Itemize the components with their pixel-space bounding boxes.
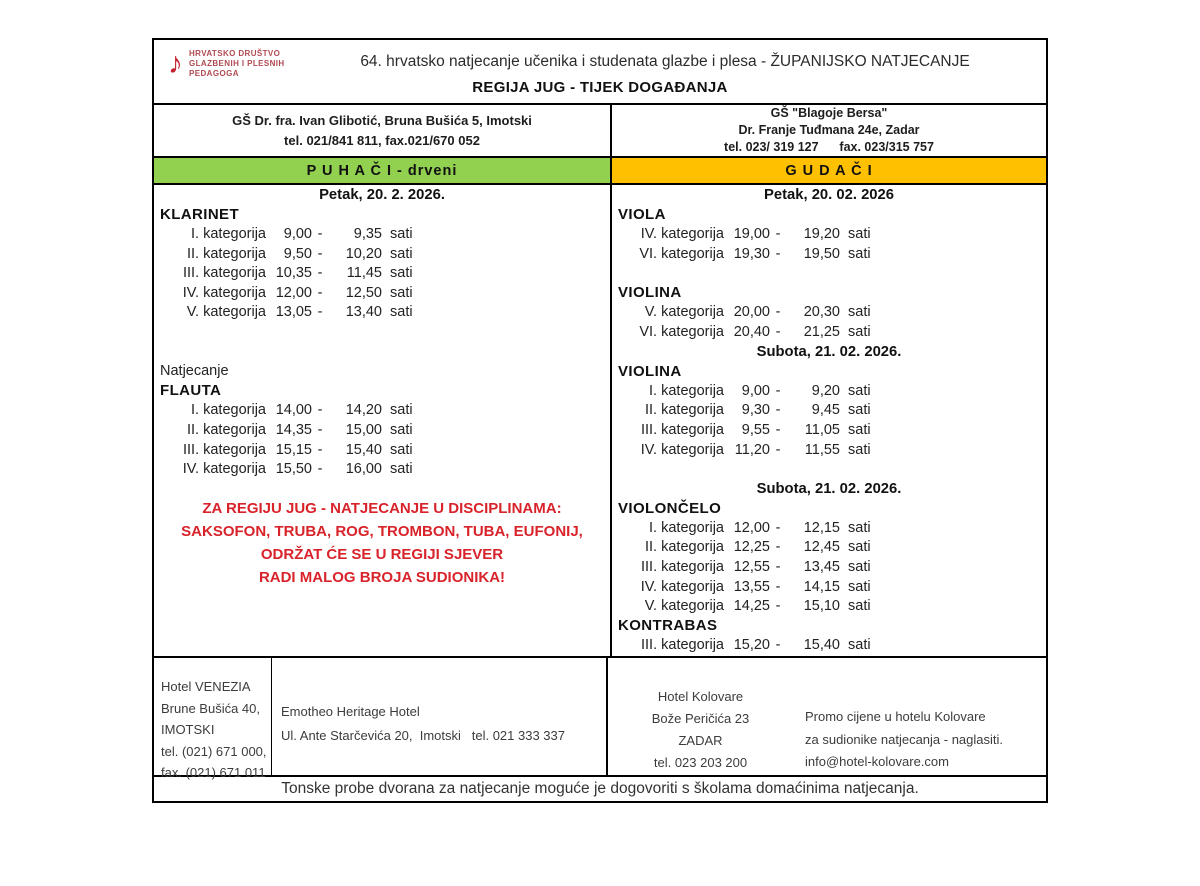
slot-t2: 9,20 — [811, 382, 840, 399]
page-subtitle: REGIJA JUG - TIJEK DOGAĐANJA — [472, 79, 728, 96]
slot-cat: I. kategorija — [191, 225, 266, 242]
slot-t1: 9,55 — [741, 421, 770, 438]
slot-dash: - — [775, 637, 781, 654]
slot-unit: sati — [848, 421, 871, 438]
schedule-instrument: KLARINET — [160, 205, 240, 223]
schedule-blank — [154, 342, 610, 362]
section-bands — [154, 158, 1046, 185]
slot-dash: - — [775, 304, 781, 321]
schedule-slot — [154, 440, 610, 460]
slot-t1: 15,15 — [275, 441, 312, 458]
text-line: Bože Peričića 23 — [651, 711, 750, 726]
slot-cat: I. kategorija — [649, 519, 724, 536]
slot-unit: sati — [390, 441, 413, 458]
slot-dash: - — [775, 323, 781, 340]
organization-logo — [168, 49, 285, 79]
slot-cat: II. kategorija — [187, 245, 266, 262]
footer-note: Tonske probe dvorana za natjecanje moguće je dogovoriti s školama domaćinima natjecanja. — [281, 780, 919, 797]
document-header — [154, 40, 1046, 105]
schedule-slot — [612, 636, 1046, 656]
slot-t1: 15,50 — [275, 461, 312, 478]
schedule-slot — [612, 224, 1046, 244]
slot-cat: IV. kategorija — [640, 441, 724, 458]
music-note-icon: ♪ — [168, 47, 183, 80]
slot-dash: - — [317, 461, 323, 478]
text-line: GŠ Dr. fra. Ivan Glibotić, Bruna Bušića 5, Imotski — [232, 112, 532, 128]
hotel-venezia-info — [154, 658, 272, 780]
slot-t1: 19,30 — [733, 245, 770, 262]
slot-t1: 9,00 — [283, 225, 312, 242]
schedule-slot — [154, 401, 610, 421]
slot-unit: sati — [848, 245, 871, 262]
text-line: Promo cijene u hotelu Kolovare — [805, 709, 986, 724]
text-line: SAKSOFON, TRUBA, ROG, TROMBON, TUBA, EUFONIJ, — [181, 522, 583, 540]
text-line: tel. 023/ 319 127 fax. 023/315 757 — [724, 140, 934, 154]
schedule-column-gudaci — [612, 185, 1046, 656]
venue-imotski — [154, 105, 612, 156]
schedule-date: Subota, 21. 02. 2026. — [756, 343, 902, 360]
slot-t2: 13,45 — [803, 559, 840, 576]
slot-unit: sati — [848, 402, 871, 419]
slot-cat: III. kategorija — [640, 559, 724, 576]
text-line: tel. (021) 671 000, — [161, 743, 267, 759]
slot-dash: - — [775, 382, 781, 399]
slot-cat: III. kategorija — [640, 637, 724, 654]
slot-cat: IV. kategorija — [640, 225, 724, 242]
hotel-kolovare-cell — [608, 658, 1046, 775]
schedule-slot — [612, 401, 1046, 421]
slot-dash: - — [775, 225, 781, 242]
slot-cat: V. kategorija — [644, 304, 724, 321]
slot-unit: sati — [390, 265, 413, 282]
slot-cat: III. kategorija — [182, 441, 266, 458]
schedule-slot — [612, 244, 1046, 264]
slot-unit: sati — [848, 225, 871, 242]
slot-dash: - — [317, 225, 323, 242]
slot-unit: sati — [390, 421, 413, 438]
slot-dash: - — [775, 519, 781, 536]
slot-t1: 13,05 — [275, 304, 312, 321]
slot-t2: 12,45 — [803, 539, 840, 556]
slot-dash: - — [775, 578, 781, 595]
slot-dash: - — [317, 265, 323, 282]
region-notice — [154, 497, 610, 589]
slot-dash: - — [317, 441, 323, 458]
text-line: PEDAGOGA — [189, 69, 239, 78]
slot-dash: - — [317, 304, 323, 321]
venue-zadar — [612, 105, 1046, 156]
schedule-column-puhaci — [154, 185, 612, 656]
slot-unit: sati — [848, 304, 871, 321]
schedule-slot — [154, 459, 610, 479]
slot-t2: 20,30 — [803, 304, 840, 321]
schedule-instrument: VIOLINA — [618, 362, 682, 380]
schedule-instrument: VIOLA — [618, 205, 666, 223]
slot-t2: 9,35 — [353, 225, 382, 242]
slot-t1: 10,35 — [275, 265, 312, 282]
slot-dash: - — [775, 441, 781, 458]
text-line: GLAZBENIH I PLESNIH — [189, 59, 285, 68]
schedule-slot — [612, 538, 1046, 558]
slot-t1: 11,20 — [734, 441, 770, 458]
slot-t2: 14,20 — [345, 402, 382, 419]
slot-dash: - — [775, 559, 781, 576]
slot-t1: 9,30 — [741, 402, 770, 419]
slot-t1: 14,00 — [275, 402, 312, 419]
slot-unit: sati — [848, 519, 871, 536]
slot-unit: sati — [848, 598, 871, 615]
schedule-date: Petak, 20. 02. 2026 — [764, 186, 894, 203]
hotel-kolovare-promo — [793, 658, 1046, 775]
schedule-slot — [612, 322, 1046, 342]
schedule-date: Petak, 20. 2. 2026. — [319, 186, 445, 203]
text-line: ZA REGIJU JUG - NATJECANJE U DISCIPLINAMA: — [202, 499, 562, 517]
slot-t1: 12,25 — [733, 539, 770, 556]
slot-cat: I. kategorija — [191, 402, 266, 419]
slot-t2: 11,55 — [804, 441, 840, 458]
slot-t1: 13,55 — [733, 578, 770, 595]
slot-t2: 12,15 — [803, 519, 840, 536]
slot-t1: 20,40 — [733, 323, 770, 340]
schedule-slot — [612, 577, 1046, 597]
text-line: Emotheo Heritage Hotel — [281, 704, 420, 719]
schedule-document — [152, 38, 1048, 803]
schedule-slot — [612, 303, 1046, 323]
schedule-instrument: KONTRABAS — [618, 617, 718, 635]
slot-cat: VI. kategorija — [639, 245, 724, 262]
slot-cat: VI. kategorija — [639, 323, 724, 340]
slot-t2: 10,20 — [345, 245, 382, 262]
schedule-slot — [154, 244, 610, 264]
text-line: Brune Bušića 40, — [161, 700, 261, 716]
text-line: Hotel Kolovare — [657, 689, 744, 704]
schedule-lines-right — [612, 185, 1046, 655]
slot-cat: V. kategorija — [186, 304, 266, 321]
slot-t2: 15,00 — [345, 421, 382, 438]
slot-unit: sati — [390, 225, 413, 242]
schedule-slot — [154, 303, 610, 323]
text-line: tel. 023 203 200 — [653, 755, 748, 770]
slot-unit: sati — [848, 539, 871, 556]
slot-dash: - — [317, 245, 323, 262]
schedule-slot — [154, 224, 610, 244]
text-line: fax. (021) 671 011 — [161, 765, 266, 780]
schedule-instrument: FLAUTA — [160, 382, 222, 400]
text-line: Hotel VENEZIA — [161, 679, 251, 694]
slot-cat: II. kategorija — [187, 421, 266, 438]
slot-t2: 14,15 — [803, 578, 840, 595]
slot-t1: 19,00 — [733, 225, 770, 242]
slot-t1: 14,35 — [275, 421, 312, 438]
slot-t1: 12,00 — [275, 284, 312, 301]
hotel-emotheo-info — [272, 658, 608, 775]
text-line: Ul. Ante Starčevića 20, Imotski tel. 021 333 337 — [281, 728, 565, 743]
slot-unit: sati — [390, 245, 413, 262]
slot-dash: - — [775, 598, 781, 615]
schedule-slot — [154, 283, 610, 303]
slot-t2: 15,40 — [345, 441, 382, 458]
slot-t2: 9,45 — [811, 402, 840, 419]
hotels-row — [154, 658, 1046, 780]
slot-unit: sati — [848, 441, 871, 458]
slot-unit: sati — [390, 304, 413, 321]
slot-cat: IV. kategorija — [182, 284, 266, 301]
text-line: Dr. Franje Tuđmana 24e, Zadar — [738, 123, 920, 137]
slot-t2: 11,45 — [346, 265, 382, 282]
slot-dash: - — [775, 245, 781, 262]
text-line: RADI MALOG BROJA SUDIONIKA! — [258, 568, 506, 586]
slot-cat: II. kategorija — [645, 539, 724, 556]
slot-dash: - — [317, 284, 323, 301]
schedule-slot — [612, 557, 1046, 577]
slot-unit: sati — [848, 578, 871, 595]
slot-t2: 15,40 — [803, 637, 840, 654]
schedule-blank — [612, 263, 1046, 283]
schedule-slot — [154, 420, 610, 440]
schedule-slot — [612, 596, 1046, 616]
slot-cat: II. kategorija — [645, 402, 724, 419]
slot-t2: 19,50 — [803, 245, 840, 262]
slot-t1: 9,50 — [283, 245, 312, 262]
slot-dash: - — [775, 402, 781, 419]
slot-dash: - — [317, 402, 323, 419]
slot-unit: sati — [848, 637, 871, 654]
text-line: GŠ "Blagoje Bersa" — [770, 106, 888, 120]
organization-name — [189, 49, 285, 79]
text-line: IMOTSKI — [161, 722, 215, 737]
slot-t1: 15,20 — [733, 637, 770, 654]
slot-cat: IV. kategorija — [640, 578, 724, 595]
text-line: tel. 021/841 811, fax.021/670 052 — [284, 132, 480, 148]
text-line: HRVATSKO DRUŠTVO — [189, 49, 281, 58]
slot-dash: - — [317, 421, 323, 438]
slot-cat: III. kategorija — [640, 421, 724, 438]
slot-t2: 13,40 — [345, 304, 382, 321]
slot-t2: 21,25 — [803, 323, 840, 340]
schedule-blank — [154, 322, 610, 342]
schedule-slot — [612, 518, 1046, 538]
schedule-slot — [612, 381, 1046, 401]
venues-row — [154, 105, 1046, 158]
slot-t1: 20,00 — [733, 304, 770, 321]
slot-unit: sati — [390, 284, 413, 301]
slot-t1: 12,55 — [733, 559, 770, 576]
slot-cat: III. kategorija — [182, 265, 266, 282]
text-line: info@hotel-kolovare.com — [805, 754, 949, 769]
schedule-slot — [612, 420, 1046, 440]
slot-t1: 12,00 — [733, 519, 770, 536]
band-gudaci: G U D A Č I — [612, 158, 1046, 183]
schedule-plain: Natjecanje — [160, 363, 229, 380]
slot-dash: - — [775, 421, 781, 438]
text-line: za sudionike natjecanja - naglasiti. — [805, 731, 1004, 747]
slot-cat: V. kategorija — [644, 598, 724, 615]
slot-t2: 15,10 — [803, 598, 840, 615]
schedule-slot — [612, 440, 1046, 460]
slot-unit: sati — [848, 382, 871, 399]
slot-t1: 14,25 — [733, 598, 770, 615]
schedule-instrument: VIOLONČELO — [618, 499, 722, 517]
slot-t2: 19,20 — [803, 225, 840, 242]
slot-t2: 11,05 — [804, 421, 840, 438]
text-line: ZADAR — [678, 733, 723, 748]
slot-unit: sati — [390, 402, 413, 419]
slot-t2: 12,50 — [345, 284, 382, 301]
slot-dash: - — [775, 539, 781, 556]
hotel-kolovare-info — [608, 658, 793, 775]
slot-cat: IV. kategorija — [182, 461, 266, 478]
schedule-lines-left — [154, 185, 610, 479]
slot-t1: 9,00 — [741, 382, 770, 399]
schedule-content — [154, 185, 1046, 658]
slot-t2: 16,00 — [345, 461, 382, 478]
slot-cat: I. kategorija — [649, 382, 724, 399]
slot-unit: sati — [848, 559, 871, 576]
band-puhaci: P U H A Č I - drveni — [154, 158, 612, 183]
slot-unit: sati — [390, 461, 413, 478]
slot-unit: sati — [848, 323, 871, 340]
page-title: 64. hrvatsko natjecanje učenika i studenata glazbe i plesa - ŽUPANIJSKO NATJECANJE — [360, 53, 970, 70]
text-line: ODRŽAT ĆE SE U REGIJI SJEVER — [260, 545, 504, 563]
schedule-slot — [154, 263, 610, 283]
schedule-instrument: VIOLINA — [618, 284, 682, 302]
schedule-blank — [612, 459, 1046, 479]
schedule-date: Subota, 21. 02. 2026. — [756, 480, 902, 497]
